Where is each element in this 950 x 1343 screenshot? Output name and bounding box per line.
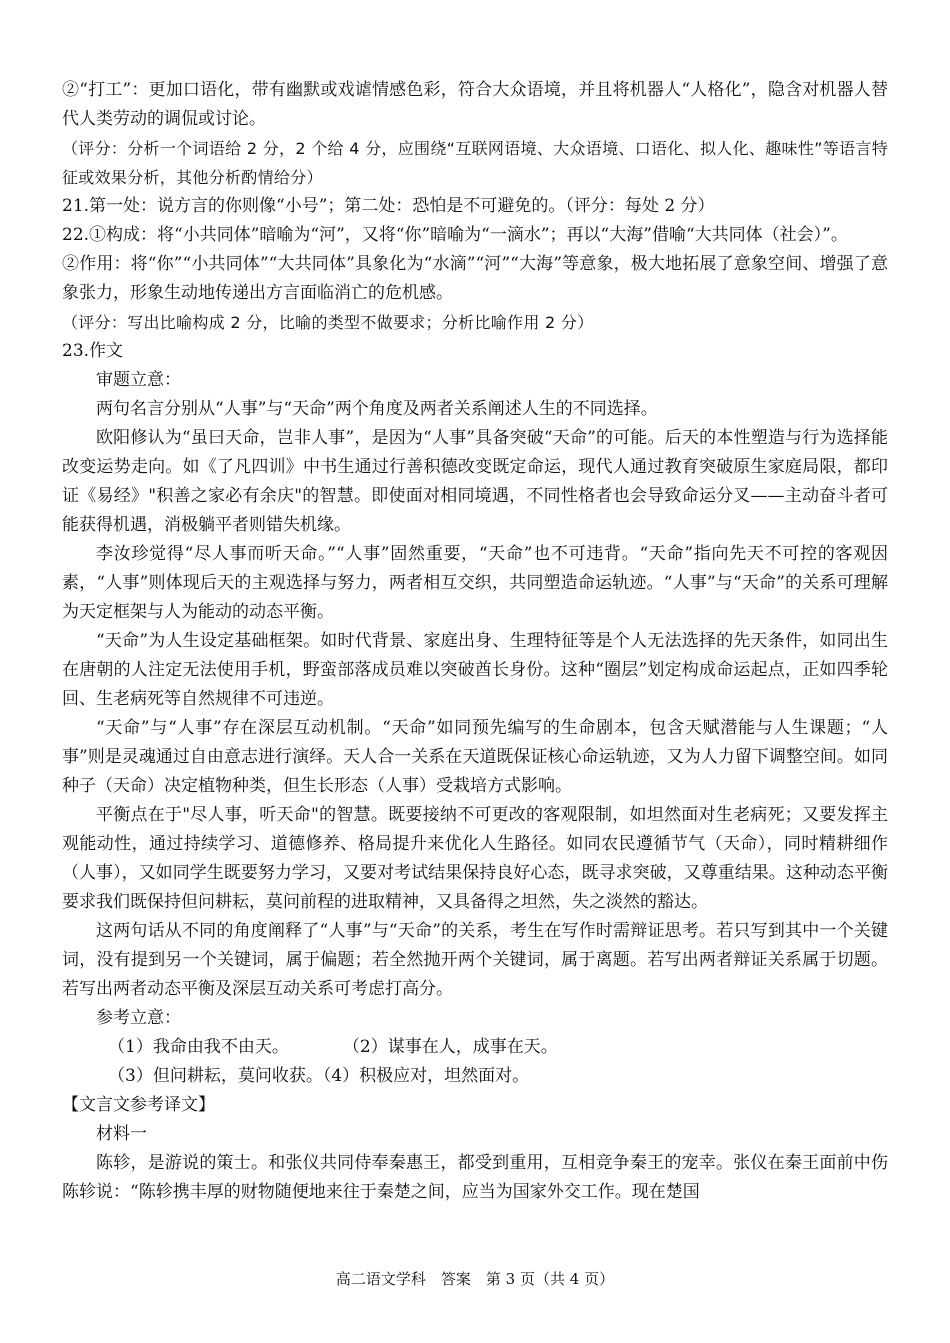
reference-intent-1: （1）我命由我不由天。 (108, 1037, 289, 1057)
essay-paragraph-4: “天命”为人生设定基础框架。如时代背景、家庭出身、生理特征等是个人无法选择的先天条件，如同出生在唐朝的人注定无法使用手机，野蛮部落成员难以突破酋长身份。这种“圈层”划定构成命运起点，正如四季轮回、生老病死等自然规律不可违逆。 (62, 631, 888, 709)
reference-intent-3: （3）但问耕耘，莫问收获。 (108, 1066, 323, 1086)
essay-intent-heading: 审题立意： (96, 370, 181, 390)
reference-intent-2: （2）谋事在人，成事在天。 (342, 1037, 558, 1057)
essay-paragraph-1: 两句名言分别从“人事”与“天命”两个角度及两者关系阐述人生的不同选择。 (96, 399, 658, 419)
reference-intent-heading: 参考立意： (96, 1008, 181, 1028)
essay-paragraph-5: “天命”与“人事”存在深层互动机制。“天命”如同预先编写的生命剧本，包含天赋潜能与人生课题；“人事”则是灵魂通过自由意志进行演绎。天人合一关系在天道既保证核心命运轨迹，又为人力留下调整空间。如同种子（天命）决定植物种类，但生长形态（人事）受栽培方式影响。 (62, 718, 888, 796)
essay-paragraph-3: 李汝珍觉得“尽人事而听天命。”“人事”固然重要，“天命”也不可违背。“天命”指向先天不可控的客观因素，“人事”则体现后天的主观选择与努力，两者相互交织，共同塑造命运轨迹。“人事”与“天命”的关系可理解为天定框架与人为能动的动态平衡。 (62, 544, 888, 622)
essay-paragraph-7: 这两句话从不同的角度阐释了“人事”与“天命”的关系，考生在写作时需辩证思考。若只写到其中一个关键词，没有提到另一个关键词，属于偏题；若全然抛开两个关键词，属于离题。若写出两者辩证关系属于切题。若写出两者动态平衡及深层互动关系可考虑打高分。 (62, 921, 888, 999)
essay-heading: 23.作文 (62, 341, 124, 361)
answer-content (62, 76, 888, 1207)
reference-intent-4: （4）积极应对，坦然面对。 (322, 1066, 530, 1086)
answer-22-part1: 22.①构成：将“小共同体”暗喻为“河”，又将“你”暗喻为“一滴水”；再以“大海”借喻“大共同体（社会）”。 (62, 225, 848, 245)
answer-20-part2: ②“打工”：更加口语化，带有幽默或戏谑情感色彩，符合大众语境，并且将机器人“人格化”，隐含对机器人替代人类劳动的调侃或讨论。 (62, 80, 888, 129)
classical-translation-heading: 【文言文参考译文】 (62, 1095, 215, 1115)
translation-paragraph-1: 陈轸，是游说的策士。和张仪共同侍奉秦惠王，都受到重用，互相竞争秦王的宠幸。张仪在秦王面前中伤陈轸说：“陈轸携丰厚的财物随便地来往于秦楚之间，应当为国家外交工作。现在楚国 (62, 1153, 888, 1202)
essay-paragraph-6: 平衡点在于"尽人事，听天命"的智慧。既要接纳不可更改的客观限制，如坦然面对生老病死；又要发挥主观能动性，通过持续学习、道德修养、格局提升来优化人生路径。如同农民遵循节气（天命），同时精耕细作（人事），又如同学生既要努力学习，又要对考试结果保持良好心态，既寻求突破，又尊重结果。这种动态平衡要求我们既保持但问耕耘，莫问前程的进取精神，又具备得之坦然，失之淡然的豁达。 (62, 805, 888, 912)
scoring-note-20: （评分：分析一个词语给 2 分，2 个给 4 分，应围绕“互联网语境、大众语境、口语化、拟人化、趣味性”等语言特征或效果分析，其他分析酌情给分） (62, 139, 888, 187)
answer-21: 21.第一处：说方言的你则像“小号”；第二处：恐怕是不可避免的。（评分：每处 2 分） (62, 196, 715, 216)
reference-intent-row-2 (62, 1062, 888, 1091)
scoring-note-22: （评分：写出比喻构成 2 分，比喻的类型不做要求；分析比喻作用 2 分） (62, 313, 594, 332)
answer-22-part2: ②作用：将“你”“小共同体”“大共同体”具象化为“水滴”“河”“大海”等意象，极大地拓展了意象空间、增强了意象张力，形象生动地传递出方言面临消亡的危机感。 (62, 254, 888, 303)
page-footer: 高二语文学科 答案 第 3 页（共 4 页） (335, 1270, 615, 1288)
essay-paragraph-2: 欧阳修认为“虽曰天命，岂非人事”，是因为“人事”具备突破“天命”的可能。后天的本性塑造与行为选择能改变运势走向。如《了凡四训》中书生通过行善积德改变既定命运，现代人通过教育突破原生家庭局限，都印证《易经》"积善之家必有余庆"的智慧。即使面对相同境遇，不同性格者也会导致命运分叉——主动奋斗者可能获得机遇，消极躺平者则错失机缘。 (62, 428, 888, 535)
material-one-heading: 材料一 (96, 1124, 147, 1144)
reference-intent-row-1 (62, 1033, 888, 1062)
